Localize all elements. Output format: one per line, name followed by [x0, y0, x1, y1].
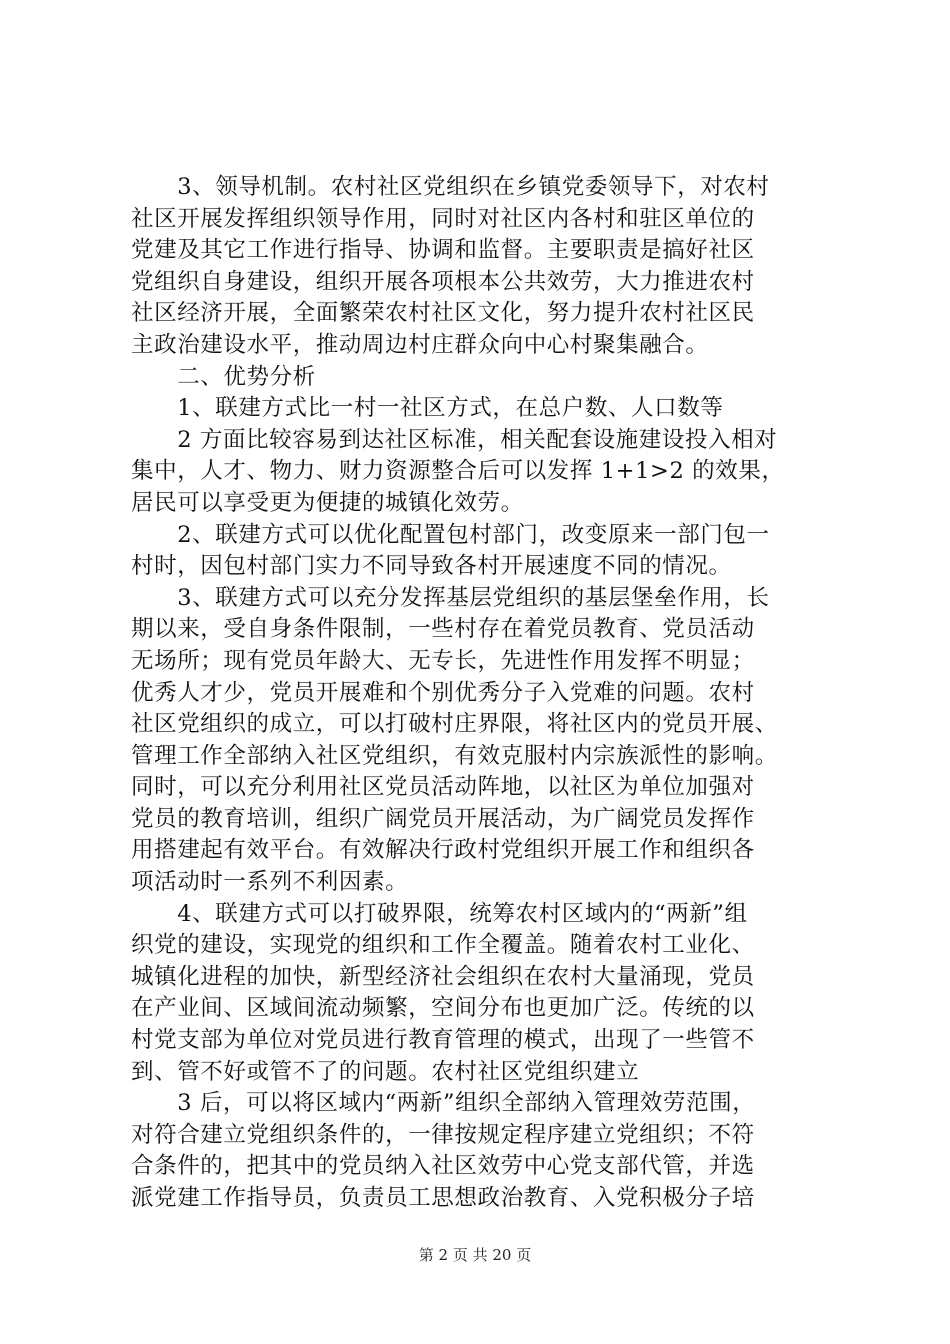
text-line: 村时，因包村部门实力不同导致各村开展速度不同的情况。: [131, 553, 732, 580]
text-line: 织党的建设，实现党的组织和工作全覆盖。随着农村工业化、: [131, 932, 755, 959]
text-line: 2、联建方式可以优化配置包村部门，改变原来一部门包一: [131, 521, 770, 548]
text-line: 居民可以享受更为便捷的城镇化效劳。: [131, 489, 524, 516]
text-line: 4、联建方式可以打破界限，统筹农村区域内的“两新”组: [131, 900, 748, 927]
text-line: 2 方面比较容易到达社区标准，相关配套设施建设投入相对: [131, 426, 778, 453]
text-line: 3 后，可以将区域内“两新”组织全部纳入管理效劳范围，: [131, 1090, 756, 1117]
page-footer: [0, 1244, 950, 1265]
section-heading: 二、优势分析: [131, 363, 316, 390]
text-line: 项活动时一系列不利因素。: [131, 869, 409, 896]
text-line: 派党建工作指导员，负责员工思想政治教育、入党积极分子培: [131, 1185, 755, 1211]
text-line: 在产业间、区域间流动频繁，空间分布也更加广泛。传统的以: [131, 995, 755, 1022]
text-line: 3、联建方式可以充分发挥基层党组织的基层堡垒作用，长: [131, 584, 770, 611]
text-line: 到、管不好或管不了的问题。农村社区党组织建立: [131, 1058, 640, 1085]
text-line: 合条件的，把其中的党员纳入社区效劳中心党支部代管，并选: [131, 1153, 755, 1180]
text-line: 1、联建方式比一村一社区方式，在总户数、人口数等: [131, 395, 724, 422]
text-line: 党建及其它工作进行指导、协调和监督。主要职责是搞好社区: [131, 237, 755, 264]
text-line: 村党支部为单位对党员进行教育管理的模式，出现了一些管不: [131, 1027, 755, 1054]
text-line: 期以来，受自身条件限制，一些村存在着党员教育、党员活动: [131, 616, 755, 643]
text-line: 城镇化进程的加快，新型经济社会组织在农村大量涌现，党员: [131, 963, 755, 990]
text-line: 集中，人才、物力、财力资源整合后可以发挥 1+1>2 的效果，: [131, 458, 785, 485]
text-line: 对符合建立党组织条件的，一律按规定程序建立党组织；不符: [131, 1121, 755, 1148]
text-line: 社区开展发挥组织领导作用，同时对社区内各村和驻区单位的: [131, 205, 755, 232]
text-line: 3、领导机制。农村社区党组织在乡镇党委领导下，对农村: [131, 174, 770, 200]
text-line: 管理工作全部纳入社区党组织，有效克服村内宗族派性的影响。: [131, 742, 778, 769]
page-number: 第 2 页 共 20 页: [418, 1246, 532, 1264]
text-line: 党员的教育培训，组织广阔党员开展活动，为广阔党员发挥作: [131, 805, 755, 832]
text-line: 主政治建设水平，推动周边村庄群众向中心村聚集融合。: [131, 331, 709, 358]
text-line: 同时，可以充分利用社区党员活动阵地，以社区为单位加强对: [131, 774, 755, 801]
text-line: 优秀人才少，党员开展难和个别优秀分子入党难的问题。农村: [131, 679, 755, 706]
text-line: 党组织自身建设，组织开展各项根本公共效劳，大力推进农村: [131, 268, 755, 295]
text-line: 用搭建起有效平台。有效解决行政村党组织开展工作和组织各: [131, 837, 755, 864]
text-line: 无场所；现有党员年龄大、无专长，先进性作用发挥不明显；: [131, 647, 755, 674]
document-body: [131, 172, 831, 1215]
text-line: 社区党组织的成立，可以打破村庄界限，将社区内的党员开展、: [131, 711, 778, 738]
text-line: 社区经济开展，全面繁荣农村社区文化，努力提升农村社区民: [131, 300, 755, 327]
